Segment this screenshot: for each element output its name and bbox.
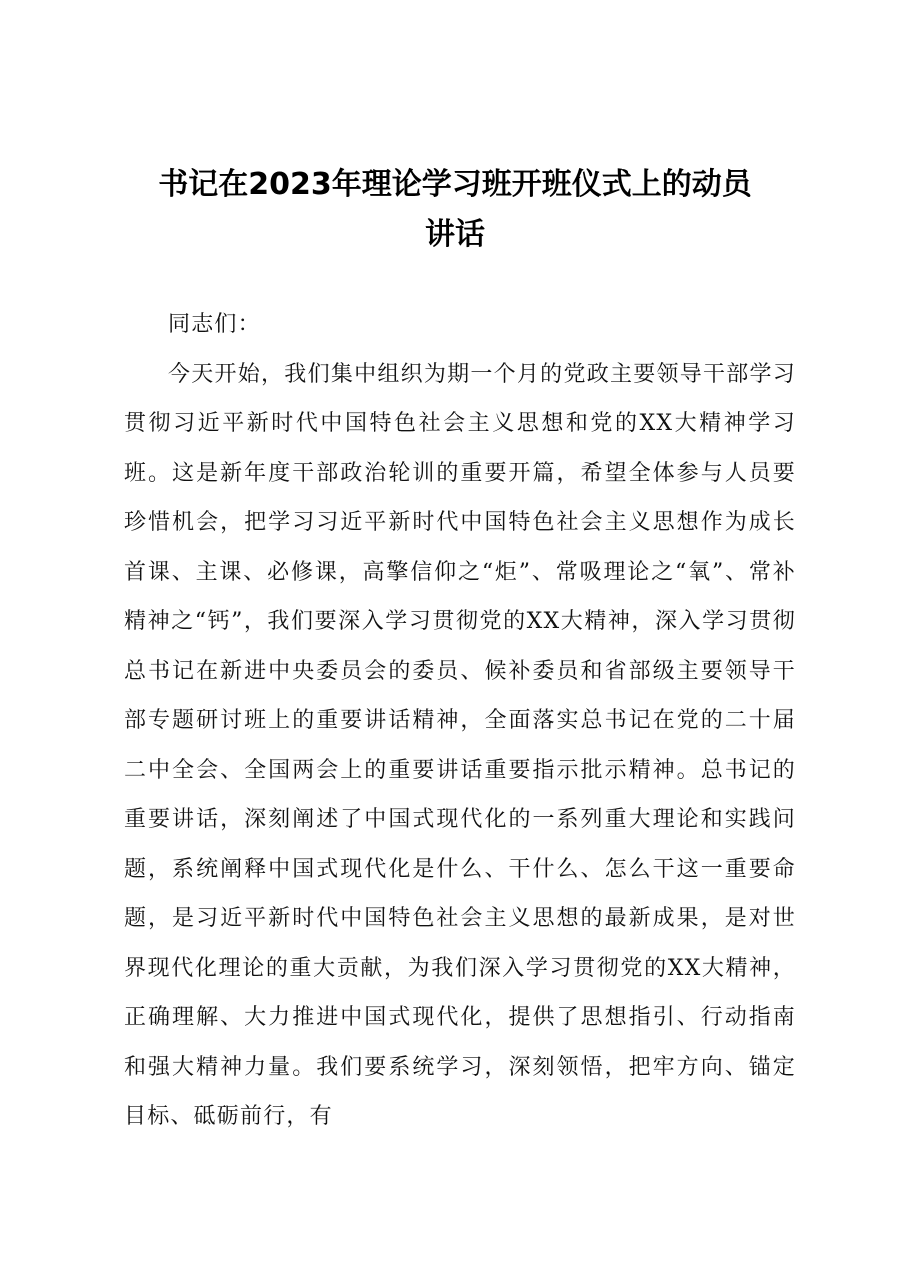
document-body [124,300,796,1142]
body-paragraph: 今天开始，我们集中组织为期一个月的党政主要领导干部学习贯彻习近平新时代中国特色社会主义思想和党的XX大精神学习班。这是新年度干部政治轮训的重要开篇，希望全体参与人员要珍惜机会，把学习习近平新时代中国特色社会主义思想作为成长首课、主课、必修课，高擎信仰之“炬”、常吸理论之“氧”、常补精神之“钙”，我们要深入学习贯彻党的XX大精神，深入学习贯彻总书记在新进中央委员会的委员、候补委员和省部级主要领导干部专题研讨班上的重要讲话精神，全面落实总书记在党的二十届二中全会、全国两会上的重要讲话重要指示批示精神。总书记的重要讲话，深刻阐述了中国式现代化的一系列重大理论和实践问题，系统阐释中国式现代化是什么、干什么、怎么干这一重要命题，是习近平新时代中国特色社会主义思想的最新成果，是对世界现代化理论的重大贡献，为我们深入学习贯彻党的XX大精神，正确理解、大力推进中国式现代化，提供了思想指引、行动指南和强大精神力量。我们要系统学习，深刻领悟，把牢方向、锚定目标、砥砺前行，有 [124,361,796,1129]
document-title: 书记在2023年理论学习班开班仪式上的动员 讲话 [158,167,752,252]
greeting-line: 同志们： [168,312,261,337]
